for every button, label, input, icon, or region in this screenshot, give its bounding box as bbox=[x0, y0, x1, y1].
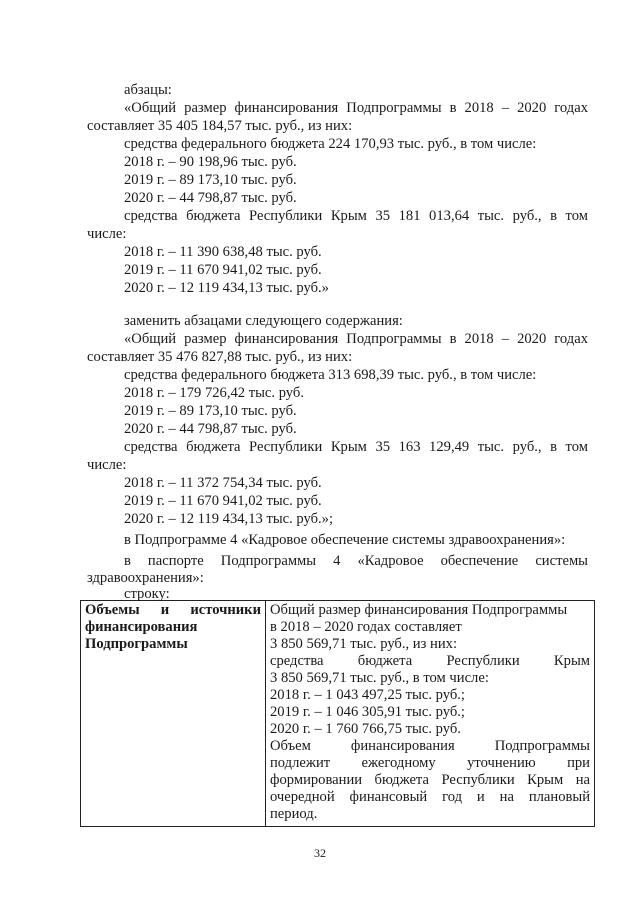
row-label: строку: bbox=[124, 586, 170, 602]
content-line: 3 850 569,71 тыс. руб., из них: bbox=[270, 636, 457, 652]
content-line: подлежит ежегодному уточнению при bbox=[270, 755, 590, 771]
table-row bbox=[81, 601, 595, 827]
content-line: 2020 г. – 1 760 766,75 тыс. руб. bbox=[270, 721, 461, 737]
block2-republic-line-1: средства бюджета Республики Крым 35 163 129,49 тыс. руб., в том bbox=[124, 439, 588, 455]
block2-federal-2020: 2020 г. – 44 798,87 тыс. руб. bbox=[124, 421, 297, 437]
block2-total-line-2: составляет 35 476 827,88 тыс. руб., из них: bbox=[87, 349, 353, 365]
table-content-cell bbox=[266, 601, 595, 827]
block1-republic-line-1: средства бюджета Республики Крым 35 181 013,64 тыс. руб., в том bbox=[124, 208, 588, 224]
content-line: Объем финансирования Подпрограммы bbox=[270, 738, 590, 754]
block1-total-line-2: составляет 35 405 184,57 тыс. руб., из них: bbox=[87, 118, 353, 134]
block1-heading: абзацы: bbox=[124, 82, 172, 98]
passport-line-2: здравоохранения»: bbox=[87, 570, 204, 586]
block2-republic-2018: 2018 г. – 11 372 754,34 тыс. руб. bbox=[124, 475, 322, 491]
block1-federal-2018: 2018 г. – 90 198,96 тыс. руб. bbox=[124, 154, 297, 170]
block1-federal-2020: 2020 г. – 44 798,87 тыс. руб. bbox=[124, 190, 297, 206]
content-line: Общий размер финансирования Подпрограммы bbox=[270, 602, 568, 618]
block1-republic-2018: 2018 г. – 11 390 638,48 тыс. руб. bbox=[124, 244, 322, 260]
block1-republic-line-2: числе: bbox=[87, 226, 127, 242]
block2-total-line-1: «Общий размер финансирования Подпрограммы в 2018 – 2020 годах bbox=[124, 331, 588, 347]
content-line: очередной финансовый год и на плановый bbox=[270, 789, 590, 805]
passport-table bbox=[80, 600, 595, 827]
block1-federal: средства федерального бюджета 224 170,93 тыс. руб., в том числе: bbox=[124, 136, 537, 152]
page-number: 32 bbox=[314, 846, 326, 860]
block2-federal: средства федерального бюджета 313 698,39 тыс. руб., в том числе: bbox=[124, 367, 537, 383]
block2-republic-line-2: числе: bbox=[87, 457, 127, 473]
content-line: средства бюджета Республики Крым bbox=[270, 653, 590, 669]
block2-federal-2018: 2018 г. – 179 726,42 тыс. руб. bbox=[124, 385, 304, 401]
content-line: 2019 г. – 1 046 305,91 тыс. руб.; bbox=[270, 704, 465, 720]
content-line: формировании бюджета Республики Крым на bbox=[270, 772, 590, 788]
passport-line-1: в паспорте Подпрограммы 4 «Кадровое обеспечение системы bbox=[124, 553, 588, 569]
subprogram-4-line: в Подпрограмме 4 «Кадровое обеспечение системы здравоохранения»: bbox=[124, 532, 566, 548]
label-line: Подпрограммы bbox=[85, 636, 188, 652]
block2-republic-2019: 2019 г. – 11 670 941,02 тыс. руб. bbox=[124, 493, 322, 509]
block2-federal-2019: 2019 г. – 89 173,10 тыс. руб. bbox=[124, 403, 297, 419]
block2-heading: заменить абзацами следующего содержания: bbox=[124, 313, 403, 329]
block2-republic-2020: 2020 г. – 12 119 434,13 тыс. руб.»; bbox=[124, 511, 334, 527]
block1-republic-2020: 2020 г. – 12 119 434,13 тыс. руб.» bbox=[124, 280, 329, 296]
block1-republic-2019: 2019 г. – 11 670 941,02 тыс. руб. bbox=[124, 262, 322, 278]
content-line: в 2018 – 2020 годах составляет bbox=[270, 619, 462, 635]
label-line: финансирования bbox=[85, 619, 198, 635]
content-line: период. bbox=[270, 806, 318, 822]
block1-federal-2019: 2019 г. – 89 173,10 тыс. руб. bbox=[124, 172, 297, 188]
content-line: 3 850 569,71 тыс. руб., в том числе: bbox=[270, 670, 489, 686]
block1-total-line-1: «Общий размер финансирования Подпрограммы в 2018 – 2020 годах bbox=[124, 100, 588, 116]
content-line: 2018 г. – 1 043 497,25 тыс. руб.; bbox=[270, 687, 465, 703]
label-line: Объемы и источники bbox=[85, 602, 261, 618]
table-label-cell bbox=[81, 601, 266, 827]
